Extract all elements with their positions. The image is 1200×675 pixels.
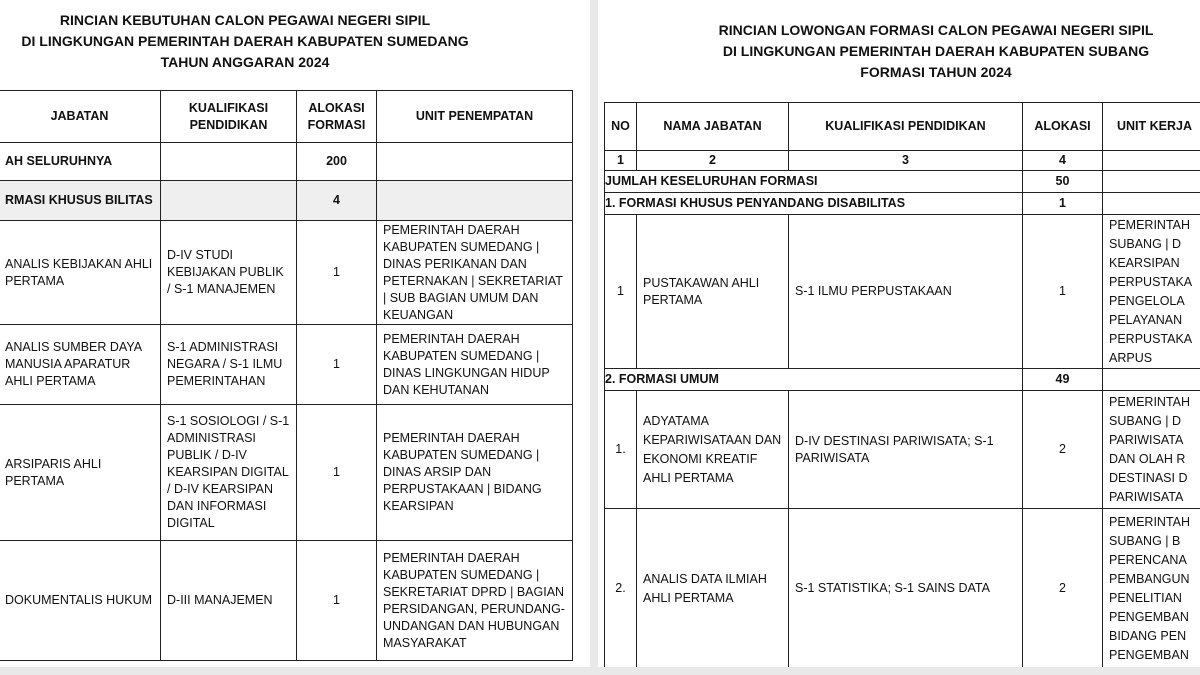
- kualifikasi-cell: S-1 ADMINISTRASI NEGARA / S-1 ILMU PEMERINTAHAN: [161, 325, 297, 405]
- header-alokasi: ALOKASI: [1023, 103, 1103, 151]
- group-value: 1: [1023, 193, 1103, 215]
- jabatan-cell: ANALIS SUMBER DAYA MANUSIA APARATUR AHLI PERTAMA: [0, 325, 161, 405]
- unit-cell: PEMERINTAH DAERAH KABUPATEN SUMEDANG | DINAS LINGKUNGAN HIDUP DAN KEHUTANAN: [377, 325, 573, 405]
- subang-document: [598, 0, 1200, 667]
- table-row: [0, 221, 573, 325]
- header-kualifikasi: KUALIFIKASI PENDIDIKAN: [789, 103, 1023, 151]
- unit-cell: PEMERINTAH SUBANG | D PARIWISATA DAN OLAH R DESTINASI D PARIWISATA: [1103, 391, 1200, 509]
- alokasi-cell: 1: [297, 221, 377, 325]
- empty-cell: [377, 181, 573, 221]
- title-line: RINCIAN KEBUTUHAN CALON PEGAWAI NEGERI SIPIL: [59, 12, 431, 28]
- nama-cell: ANALIS DATA ILMIAH AHLI PERTAMA: [637, 509, 789, 668]
- no-cell: 1.: [605, 391, 637, 509]
- group-row: [605, 369, 1200, 391]
- kualifikasi-cell: D-IV STUDI KEBIJAKAN PUBLIK / S-1 MANAJEMEN: [161, 221, 297, 325]
- table-row: [0, 541, 573, 661]
- kualifikasi-cell: D-IV DESTINASI PARIWISATA; S-1 PARIWISATA: [789, 391, 1023, 509]
- table-row: [0, 325, 573, 405]
- header-jabatan: JABATAN: [0, 91, 161, 143]
- sumedang-table: [0, 90, 573, 661]
- column-number: 4: [1023, 151, 1103, 171]
- sumedang-document: [0, 0, 590, 667]
- total-row: [605, 171, 1200, 193]
- jabatan-cell: ANALIS KEBIJAKAN AHLI PERTAMA: [0, 221, 161, 325]
- title-line: FORMASI TAHUN 2024: [860, 64, 1012, 80]
- title-line: TAHUN ANGGARAN 2024: [160, 54, 330, 70]
- total-label: AH SELURUHNYA: [0, 143, 161, 181]
- nama-cell: ADYATAMA KEPARIWISATAAN DAN EKONOMI KREATIF AHLI PERTAMA: [637, 391, 789, 509]
- table-row: [0, 405, 573, 541]
- nama-cell: PUSTAKAWAN AHLI PERTAMA: [637, 215, 789, 369]
- table-header-row: [605, 103, 1200, 151]
- header-kualifikasi: KUALIFIKASI PENDIDIKAN: [161, 91, 297, 143]
- group-row: [0, 181, 573, 221]
- alokasi-cell: 1: [297, 541, 377, 661]
- unit-cell: PEMERINTAH DAERAH KABUPATEN SUMEDANG | SEKRETARIAT DPRD | BAGIAN PERSIDANGAN, PERUNDANG-UNDANGAN DAN HUBUNGAN MASYARAKAT: [377, 541, 573, 661]
- alokasi-cell: 2: [1023, 391, 1103, 509]
- table-header-row: [0, 91, 573, 143]
- group-row: [605, 193, 1200, 215]
- subang-title: [666, 20, 1200, 83]
- group-label: RMASI KHUSUS BILITAS: [0, 181, 161, 221]
- unit-cell: PEMERINTAH SUBANG | D KEARSIPAN PERPUSTAKA PENGELOLA PELAYANAN PERPUSTAKA ARPUS: [1103, 215, 1200, 369]
- empty-cell: [1103, 193, 1200, 215]
- column-number: 3: [789, 151, 1023, 171]
- group-label: 1. FORMASI KHUSUS PENYANDANG DISABILITAS: [605, 193, 1023, 215]
- unit-cell: PEMERINTAH DAERAH KABUPATEN SUMEDANG | DINAS ARSIP DAN PERPUSTAKAAN | BIDANG KEARSIPAN: [377, 405, 573, 541]
- unit-cell: PEMERINTAH SUBANG | B PERENCANA PEMBANGUN PENELITIAN PENGEMBAN BIDANG PEN PENGEMBAN: [1103, 509, 1200, 668]
- column-number: 2: [637, 151, 789, 171]
- title-line: DI LINGKUNGAN PEMERINTAH DAERAH KABUPATEN SUBANG: [722, 43, 1150, 59]
- kualifikasi-cell: S-1 ILMU PERPUSTAKAAN: [789, 215, 1023, 369]
- header-nama: NAMA JABATAN: [637, 103, 789, 151]
- total-label: JUMLAH KESELURUHAN FORMASI: [605, 171, 1023, 193]
- jabatan-cell: DOKUMENTALIS HUKUM: [0, 541, 161, 661]
- no-cell: 2.: [605, 509, 637, 668]
- total-row: [0, 143, 573, 181]
- header-alokasi: ALOKASI FORMASI: [297, 91, 377, 143]
- empty-cell: [1103, 369, 1200, 391]
- group-value: 4: [297, 181, 377, 221]
- empty-cell: [161, 143, 297, 181]
- title-line: RINCIAN LOWONGAN FORMASI CALON PEGAWAI NEGERI SIPIL: [718, 22, 1154, 38]
- total-value: 50: [1023, 171, 1103, 193]
- empty-cell: [161, 181, 297, 221]
- kualifikasi-cell: D-III MANAJEMEN: [161, 541, 297, 661]
- column-number: 1: [605, 151, 637, 171]
- title-line: DI LINGKUNGAN PEMERINTAH DAERAH KABUPATEN SUMEDANG: [21, 33, 469, 49]
- kualifikasi-cell: S-1 STATISTIKA; S-1 SAINS DATA: [789, 509, 1023, 668]
- group-value: 49: [1023, 369, 1103, 391]
- group-label: 2. FORMASI UMUM: [605, 369, 1023, 391]
- unit-cell: PEMERINTAH DAERAH KABUPATEN SUMEDANG | DINAS PERIKANAN DAN PETERNAKAN | SEKRETARIAT | SUB BAGIAN UMUM DAN KEUANGAN: [377, 221, 573, 325]
- sumedang-title: [0, 10, 490, 73]
- alokasi-cell: 2: [1023, 509, 1103, 668]
- empty-cell: [1103, 171, 1200, 193]
- kualifikasi-cell: S-1 SOSIOLOGI / S-1 ADMINISTRASI PUBLIK / D-IV KEARSIPAN DIGITAL / D-IV KEARSIPAN DAN INFORMASI DIGITAL: [161, 405, 297, 541]
- alokasi-cell: 1: [297, 325, 377, 405]
- column-number-row: [605, 151, 1200, 171]
- table-row: [605, 509, 1200, 668]
- alokasi-cell: 1: [1023, 215, 1103, 369]
- empty-cell: [377, 143, 573, 181]
- subang-table: [604, 102, 1200, 667]
- header-no: NO: [605, 103, 637, 151]
- table-row: [605, 391, 1200, 509]
- header-unit: UNIT PENEMPATAN: [377, 91, 573, 143]
- header-unit: UNIT KERJA: [1103, 103, 1200, 151]
- no-cell: 1: [605, 215, 637, 369]
- alokasi-cell: 1: [297, 405, 377, 541]
- jabatan-cell: ARSIPARIS AHLI PERTAMA: [0, 405, 161, 541]
- total-value: 200: [297, 143, 377, 181]
- table-row: [605, 215, 1200, 369]
- empty-cell: [1103, 151, 1200, 171]
